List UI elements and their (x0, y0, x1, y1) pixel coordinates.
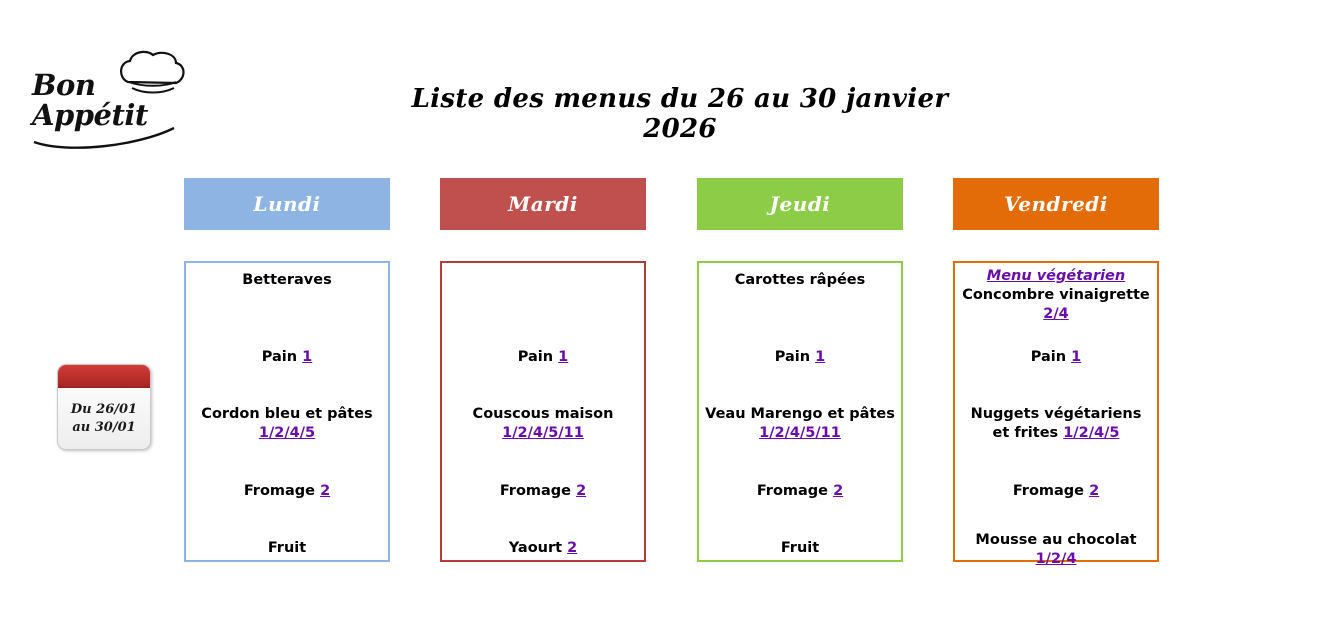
menu-fromage-code: 2 (576, 483, 587, 499)
menu-entree-text: Concombre vinaigrette (962, 287, 1150, 304)
menu-pain (961, 348, 1151, 367)
menu-pain-text: Pain (261, 349, 298, 365)
date-range-badge (57, 364, 151, 450)
menu-fromage-text: Fromage (756, 483, 829, 499)
calendar-icon-top (58, 365, 150, 388)
menu-plat-code: 1/2/4/5/11 (759, 425, 841, 442)
menu-pain-text: Pain (774, 349, 811, 365)
day-header-mardi: Mardi (440, 178, 646, 230)
menu-fromage-code: 2 (833, 483, 844, 499)
menu-plat-text: Cordon bleu et pâtes (201, 406, 373, 422)
menu-fromage (192, 482, 382, 501)
menu-pain-text: Pain (517, 349, 554, 365)
date-range-line-2: au 30/01 (72, 420, 136, 435)
menu-fromage-text: Fromage (499, 483, 572, 499)
menu-pain-code: 1 (558, 349, 569, 365)
menu-dessert-text: Mousse au chocolat (975, 532, 1137, 548)
menu-entree (961, 267, 1151, 324)
menu-pain-code: 1 (815, 349, 826, 365)
menu-dessert-code: 1/2/4 (1035, 551, 1077, 568)
logo-line-2: Appétit (32, 98, 148, 133)
menu-plat-text: Veau Marengo et pâtes (705, 406, 895, 422)
logo-underline (28, 124, 188, 150)
menu-fromage-code: 2 (1089, 483, 1100, 499)
menu-dessert (705, 539, 895, 558)
menu-fromage (448, 482, 638, 501)
menu-entree (192, 271, 382, 290)
menu-pain (192, 348, 382, 367)
day-header-vendredi: Vendredi (953, 178, 1159, 230)
day-column-lundi (184, 178, 390, 562)
menu-dessert (961, 531, 1151, 569)
day-column-vendredi (953, 178, 1159, 568)
logo-line-1: Bon (32, 68, 96, 102)
menu-plat-code: 1/2/4/5 (1063, 425, 1120, 442)
menu-dessert-text: Fruit (780, 540, 820, 556)
menu-card-jeudi (697, 261, 903, 562)
menu-plat-text: Couscous maison (472, 406, 614, 422)
menu-pain-code: 1 (302, 349, 313, 365)
menu-fromage (705, 482, 895, 501)
menu-entree-code: 2/4 (1043, 306, 1069, 323)
vegetarian-label: Menu végétarien (986, 268, 1126, 284)
menu-dessert-code: 2 (567, 540, 578, 556)
menu-card-lundi (184, 261, 390, 562)
calendar-body (58, 388, 150, 450)
menu-fromage-text: Fromage (1012, 483, 1085, 499)
menu-fromage (961, 482, 1151, 501)
day-header-lundi: Lundi (184, 178, 390, 230)
menu-plat (961, 405, 1151, 443)
menu-dessert-text: Fruit (267, 540, 307, 556)
menu-card-vendredi (953, 261, 1159, 568)
menu-plat-text: Nuggets végétariens et frites (970, 406, 1142, 442)
menu-plat-code: 1/2/4/5 (258, 425, 316, 442)
menu-entree (705, 271, 895, 290)
date-range-line-1: Du 26/01 (70, 402, 138, 418)
menu-dessert (192, 539, 382, 558)
menu-pain-code: 1 (1071, 349, 1082, 365)
menu-entree-text: Betteraves (242, 272, 332, 288)
day-column-jeudi (697, 178, 903, 562)
menu-plat (705, 405, 895, 443)
menu-plat-code: 1/2/4/5/11 (502, 425, 584, 442)
menu-fromage-code: 2 (320, 483, 331, 499)
page-title: Liste des menus du 26 au 30 janvier 2026 (411, 84, 949, 144)
menu-fromage-text: Fromage (243, 483, 316, 499)
menu-pain (448, 348, 638, 367)
menu-plat (448, 405, 638, 443)
menu-entree-text: Carottes râpées (734, 272, 866, 288)
logo-text (32, 70, 148, 131)
logo (28, 48, 188, 158)
menu-plat (192, 405, 382, 443)
menu-pain-text: Pain (1030, 349, 1067, 365)
menu-dessert (448, 539, 638, 558)
menu-dessert-text: Yaourt (508, 540, 563, 556)
menu-pain (705, 348, 895, 367)
day-column-mardi (440, 178, 646, 562)
day-header-jeudi: Jeudi (697, 178, 903, 230)
menu-card-mardi (440, 261, 646, 562)
